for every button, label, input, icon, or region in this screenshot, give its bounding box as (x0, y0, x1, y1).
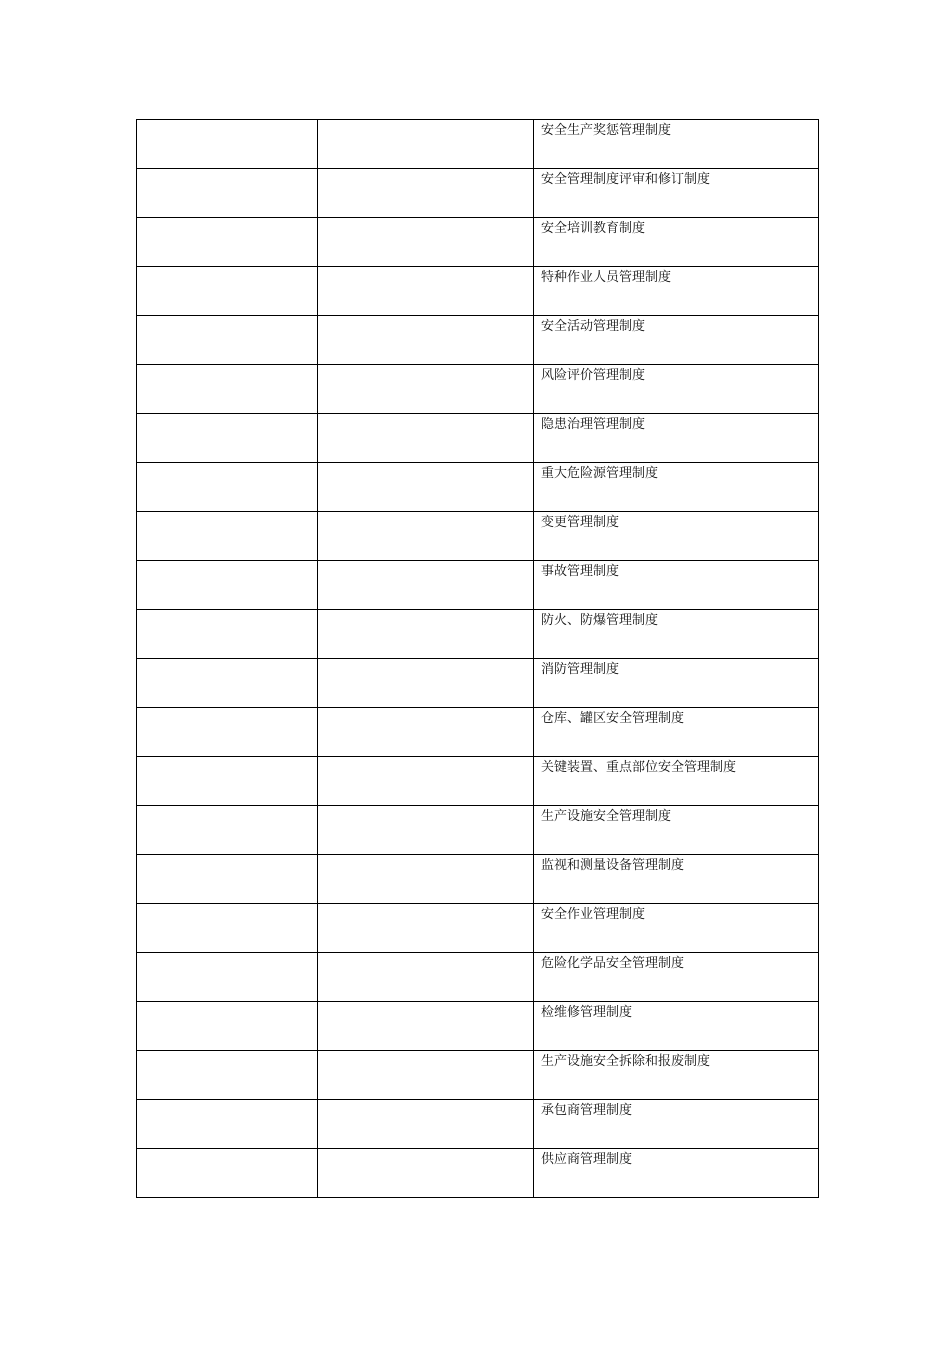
empty-cell-col1 (137, 953, 318, 1002)
regulation-cell (534, 561, 819, 610)
empty-cell-col2 (318, 610, 534, 659)
regulation-name: 变更管理制度 (541, 515, 620, 530)
empty-cell-col1 (137, 757, 318, 806)
regulation-name: 危险化学品安全管理制度 (541, 956, 685, 971)
regulation-name: 检维修管理制度 (541, 1005, 633, 1020)
table-row (137, 169, 819, 218)
regulation-cell (534, 512, 819, 561)
empty-cell-col1 (137, 169, 318, 218)
table-row (137, 757, 819, 806)
empty-cell-col2 (318, 806, 534, 855)
empty-cell-col2 (318, 855, 534, 904)
regulation-name: 事故管理制度 (541, 564, 620, 579)
empty-cell-col2 (318, 953, 534, 1002)
regulation-cell (534, 1100, 819, 1149)
empty-cell-col2 (318, 267, 534, 316)
table-row (137, 610, 819, 659)
regulation-cell (534, 414, 819, 463)
table-row (137, 855, 819, 904)
empty-cell-col2 (318, 1002, 534, 1051)
regulation-name: 安全生产奖惩管理制度 (541, 123, 672, 138)
empty-cell-col2 (318, 561, 534, 610)
regulation-cell (534, 267, 819, 316)
regulation-name: 安全作业管理制度 (541, 907, 646, 922)
table-row (137, 218, 819, 267)
regulation-name: 供应商管理制度 (541, 1152, 633, 1167)
regulation-cell (534, 953, 819, 1002)
table-row (137, 904, 819, 953)
empty-cell-col1 (137, 414, 318, 463)
regulation-name: 重大危险源管理制度 (541, 466, 659, 481)
empty-cell-col2 (318, 120, 534, 169)
regulations-table (136, 119, 819, 1198)
empty-cell-col1 (137, 316, 318, 365)
empty-cell-col2 (318, 169, 534, 218)
empty-cell-col2 (318, 1051, 534, 1100)
empty-cell-col1 (137, 904, 318, 953)
regulation-name: 关键装置、重点部位安全管理制度 (541, 760, 737, 775)
regulation-name: 防火、防爆管理制度 (541, 613, 659, 628)
regulation-name: 消防管理制度 (541, 662, 620, 677)
regulation-name: 生产设施安全拆除和报废制度 (541, 1054, 711, 1069)
table-row (137, 953, 819, 1002)
table-row (137, 463, 819, 512)
table-row (137, 512, 819, 561)
regulation-cell (534, 316, 819, 365)
empty-cell-col1 (137, 1051, 318, 1100)
table-row (137, 1149, 819, 1198)
table-row (137, 561, 819, 610)
regulation-name: 安全管理制度评审和修订制度 (541, 172, 711, 187)
regulation-name: 安全培训教育制度 (541, 221, 646, 236)
empty-cell-col1 (137, 561, 318, 610)
regulation-cell (534, 806, 819, 855)
empty-cell-col2 (318, 1149, 534, 1198)
empty-cell-col2 (318, 414, 534, 463)
empty-cell-col2 (318, 365, 534, 414)
table-row (137, 659, 819, 708)
regulation-name: 承包商管理制度 (541, 1103, 633, 1118)
empty-cell-col2 (318, 316, 534, 365)
table-body (137, 120, 819, 1198)
empty-cell-col1 (137, 512, 318, 561)
empty-cell-col2 (318, 218, 534, 267)
regulation-name: 特种作业人员管理制度 (541, 270, 672, 285)
empty-cell-col1 (137, 1100, 318, 1149)
table-row (137, 708, 819, 757)
regulation-cell (534, 659, 819, 708)
empty-cell-col1 (137, 120, 318, 169)
empty-cell-col1 (137, 708, 318, 757)
empty-cell-col2 (318, 512, 534, 561)
empty-cell-col2 (318, 659, 534, 708)
regulation-cell (534, 365, 819, 414)
table-row (137, 120, 819, 169)
table-row (137, 365, 819, 414)
regulation-cell (534, 610, 819, 659)
regulation-name: 监视和测量设备管理制度 (541, 858, 685, 873)
regulation-cell (534, 218, 819, 267)
empty-cell-col1 (137, 463, 318, 512)
table-row (137, 414, 819, 463)
empty-cell-col1 (137, 659, 318, 708)
empty-cell-col1 (137, 365, 318, 414)
empty-cell-col1 (137, 855, 318, 904)
regulation-name: 安全活动管理制度 (541, 319, 646, 334)
regulation-name: 风险评价管理制度 (541, 368, 646, 383)
table-row (137, 267, 819, 316)
regulation-name: 生产设施安全管理制度 (541, 809, 672, 824)
table-row (137, 1051, 819, 1100)
empty-cell-col1 (137, 1149, 318, 1198)
table-row (137, 316, 819, 365)
table-row (137, 1100, 819, 1149)
empty-cell-col2 (318, 1100, 534, 1149)
empty-cell-col2 (318, 757, 534, 806)
empty-cell-col2 (318, 463, 534, 512)
empty-cell-col1 (137, 218, 318, 267)
regulation-cell (534, 855, 819, 904)
empty-cell-col1 (137, 610, 318, 659)
regulation-cell (534, 1149, 819, 1198)
empty-cell-col2 (318, 708, 534, 757)
regulation-name: 仓库、罐区安全管理制度 (541, 711, 685, 726)
regulation-name: 隐患治理管理制度 (541, 417, 646, 432)
empty-cell-col2 (318, 904, 534, 953)
empty-cell-col1 (137, 806, 318, 855)
regulation-cell (534, 757, 819, 806)
table-row (137, 806, 819, 855)
regulation-cell (534, 708, 819, 757)
regulation-cell (534, 120, 819, 169)
empty-cell-col1 (137, 1002, 318, 1051)
table-row (137, 1002, 819, 1051)
empty-cell-col1 (137, 267, 318, 316)
regulation-cell (534, 1002, 819, 1051)
regulation-cell (534, 904, 819, 953)
regulation-cell (534, 1051, 819, 1100)
regulation-cell (534, 463, 819, 512)
regulation-cell (534, 169, 819, 218)
